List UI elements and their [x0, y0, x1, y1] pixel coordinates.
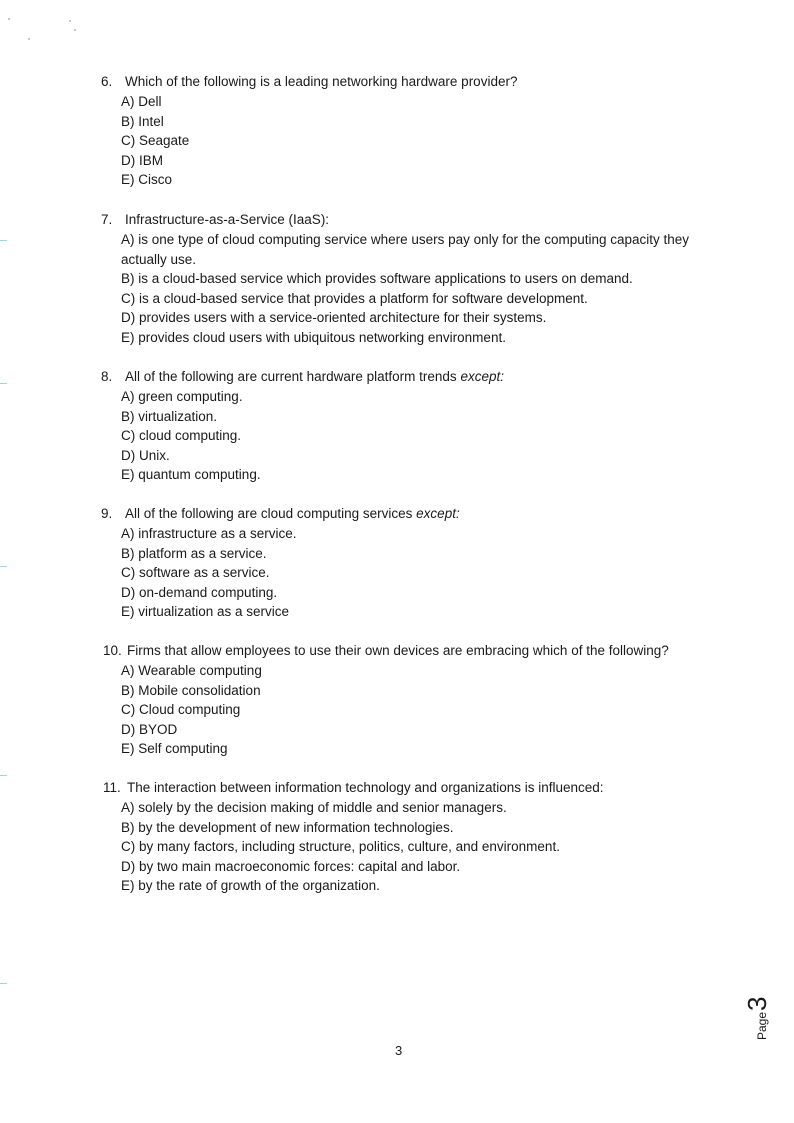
answer-option: D) BYOD [121, 721, 178, 737]
answer-option: E) Cisco [121, 172, 173, 188]
question-number: 11. [103, 780, 121, 795]
page-stamp [742, 980, 782, 1040]
question-number: 6. [101, 74, 113, 89]
answer-option: B) Intel [121, 113, 164, 129]
answer-option: B) by the development of new information technologies. [121, 819, 454, 835]
margin-mark [0, 240, 7, 241]
answer-options [121, 524, 741, 622]
scan-speck [8, 18, 10, 20]
answer-option: B) is a cloud-based service which provides software applications to users on demand. [121, 271, 633, 287]
margin-mark [0, 775, 7, 776]
answer-option: D) Unix. [121, 447, 170, 463]
answer-option: A) infrastructure as a service. [121, 526, 297, 541]
question-number: 9. [101, 506, 113, 521]
answer-option: E) provides cloud users with ubiquitous networking environment. [121, 329, 506, 345]
question-11 [103, 778, 743, 896]
answer-option: C) cloud computing. [121, 428, 242, 444]
question-7 [101, 210, 741, 348]
question-text: All of the following are current hardware platform trends [125, 369, 457, 384]
answer-option: A) Wearable computing [121, 663, 262, 678]
question-number: 10. [103, 643, 122, 658]
answer-option: E) Self computing [121, 741, 228, 757]
answer-option: E) virtualization as a service [121, 604, 290, 620]
answer-option: C) Cloud computing [121, 702, 241, 718]
answer-option: C) by many factors, including structure, politics, culture, and environment. [121, 839, 560, 855]
scan-speck [69, 20, 71, 22]
answer-options [121, 230, 741, 348]
question-emphasis: except: [460, 369, 504, 384]
question-number: 8. [101, 369, 113, 384]
question-8 [101, 367, 741, 485]
answer-option: B) platform as a service. [121, 545, 267, 561]
answer-option: D) provides users with a service-oriented architecture for their systems. [121, 310, 547, 326]
answer-option: A) is one type of cloud computing service where users pay only for the computing capacity they actually use. [121, 232, 690, 267]
answer-option: A) green computing. [121, 389, 243, 404]
question-10 [103, 641, 743, 759]
answer-options [121, 661, 743, 759]
question-9 [101, 504, 741, 622]
answer-option: A) Dell [121, 94, 162, 109]
question-stem [101, 367, 741, 387]
question-stem [103, 778, 743, 798]
answer-option: E) quantum computing. [121, 467, 261, 483]
answer-option: B) virtualization. [121, 408, 218, 424]
question-stem [101, 504, 741, 524]
answer-options [121, 387, 741, 485]
question-text: Infrastructure-as-a-Service (IaaS): [125, 212, 330, 227]
answer-option: D) IBM [121, 152, 163, 168]
margin-mark [0, 383, 7, 384]
question-text: All of the following are cloud computing services [125, 506, 413, 521]
page-number: 3 [395, 1043, 403, 1058]
answer-options [121, 798, 743, 896]
answer-option: C) is a cloud-based service that provides a platform for software development. [121, 290, 588, 306]
page-stamp-word: Page [755, 1011, 769, 1040]
question-stem [101, 210, 741, 230]
question-stem [101, 72, 741, 92]
question-stem [103, 641, 743, 661]
answer-option: C) software as a service. [121, 565, 270, 581]
question-6 [101, 72, 741, 190]
answer-option: C) Seagate [121, 133, 190, 149]
question-emphasis: except: [416, 506, 460, 521]
answer-option: D) by two main macroeconomic forces: capital and labor. [121, 858, 461, 874]
answer-option: B) Mobile consolidation [121, 682, 261, 698]
margin-mark [0, 983, 7, 984]
answer-options [121, 92, 741, 190]
question-text: Firms that allow employees to use their own devices are embracing which of the following? [127, 643, 669, 658]
question-number: 7. [101, 212, 113, 227]
page-stamp-number: 3 [742, 996, 772, 1011]
scan-speck [28, 38, 30, 40]
scan-speck [74, 29, 76, 31]
answer-option: D) on-demand computing. [121, 584, 278, 600]
question-text: Which of the following is a leading networking hardware provider? [125, 74, 518, 89]
margin-mark [0, 566, 7, 567]
answer-option: E) by the rate of growth of the organization. [121, 878, 380, 894]
question-text: The interaction between information technology and organizations is influenced: [127, 780, 604, 795]
answer-option: A) solely by the decision making of middle and senior managers. [121, 800, 507, 815]
